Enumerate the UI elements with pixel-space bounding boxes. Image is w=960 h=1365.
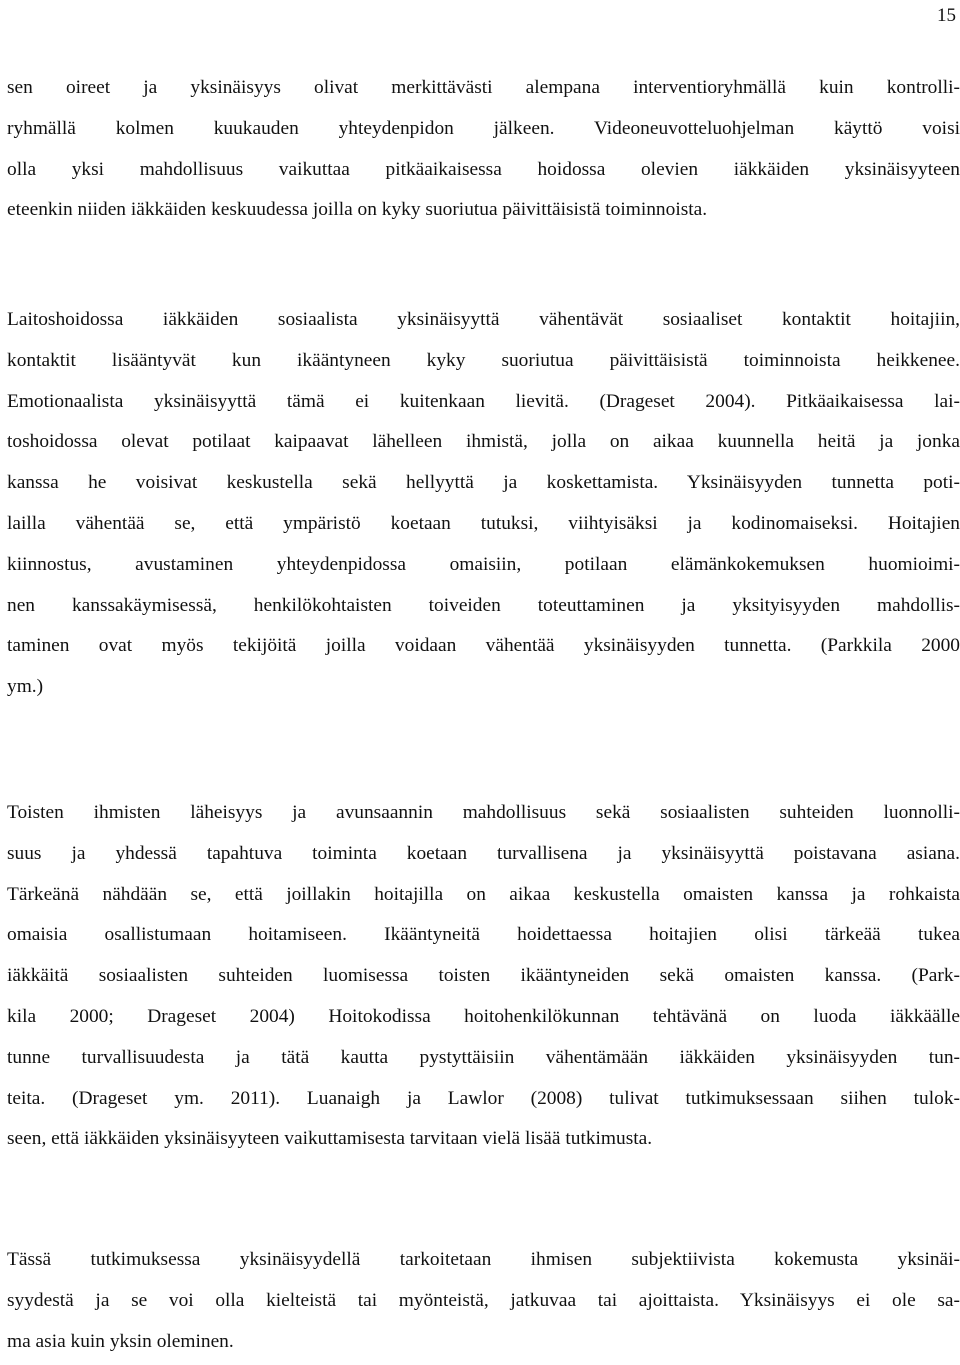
text-line: kanssa he voisivat keskustella sekä hellyyttä ja koskettamista. Yksinäisyyden tunnetta poti- xyxy=(7,472,960,494)
text-line: toshoidossa olevat potilaat kaipaavat lähelleen ihmistä, jolla on aikaa kuunnella heitä ja jonka xyxy=(7,431,960,453)
text-line: seen, että iäkkäiden yksinäisyyteen vaikuttamisesta tarvitaan vielä lisää tutkimusta. xyxy=(7,1128,653,1150)
paragraph-3 xyxy=(7,793,960,1160)
paragraph-2 xyxy=(7,300,960,708)
text-line: syydestä ja se voi olla kielteistä tai myönteistä, jatkuvaa tai ajoittaista. Yksinäisyys ei ole sa- xyxy=(7,1289,960,1311)
text-line: sen oireet ja yksinäisyys olivat merkittävästi alempana interventioryhmällä kuin kontrolli- xyxy=(7,77,960,98)
text-line: Laitoshoidossa iäkkäiden sosiaalista yksinäisyyttä vähentävät sosiaaliset kontaktit hoitajiin, xyxy=(7,309,960,330)
paragraph-4 xyxy=(7,1240,960,1362)
text-line: suus ja yhdessä tapahtuva toiminta koetaan turvallisena ja yksinäisyyttä poistavana asiana. xyxy=(7,842,960,864)
text-line: lailla vähentää se, että ympäristö koetaan tutuksi, viihtyisäksi ja kodinomaiseksi. Hoitajien xyxy=(7,512,960,534)
text-line: tunne turvallisuudesta ja tätä kautta pystyttäisiin vähentämään iäkkäiden yksinäisyyden tun- xyxy=(7,1046,960,1068)
text-line: kontaktit lisääntyvät kun ikääntyneen kyky suoriutua päivittäisistä toiminnoista heikkenee. xyxy=(7,349,960,371)
text-line: nen kanssakäymisessä, henkilökohtaisten toiveiden toteuttaminen ja yksityisyyden mahdollis- xyxy=(7,594,960,616)
text-line: Tässä tutkimuksessa yksinäisyydellä tarkoitetaan ihmisen subjektiivista kokemusta yksinäi- xyxy=(7,1249,960,1270)
text-line: kila 2000; Drageset 2004) Hoitokodissa hoitohenkilökunnan tehtävänä on luoda iäkkäälle xyxy=(7,1005,960,1027)
text-line: taminen ovat myös tekijöitä joilla voidaan vähentää yksinäisyyden tunnetta. (Parkkila 2000 xyxy=(7,635,960,657)
text-line: iäkkäitä sosiaalisten suhteiden luomisessa toisten ikääntyneiden sekä omaisten kanssa. (Park- xyxy=(7,965,960,987)
text-line: ma asia kuin yksin oleminen. xyxy=(7,1330,234,1352)
text-line: ryhmällä kolmen kuukauden yhteydenpidon jälkeen. Videoneuvotteluohjelman käyttö voisi xyxy=(7,117,960,139)
text-line: kiinnostus, avustaminen yhteydenpidossa omaisiin, potilaan elämänkokemuksen huomioimi- xyxy=(7,553,960,575)
text-line: Tärkeänä nähdään se, että joillakin hoitajilla on aikaa keskustella omaisten kanssa ja rohkaista xyxy=(7,883,960,905)
text-line: olla yksi mahdollisuus vaikuttaa pitkäaikaisessa hoidossa olevien iäkkäiden yksinäisyyteen xyxy=(7,158,960,180)
text-line: Emotionaalista yksinäisyyttä tämä ei kuitenkaan lievitä. (Drageset 2004). Pitkäaikaisessa lai- xyxy=(7,390,960,412)
text-line: eteenkin niiden iäkkäiden keskuudessa joilla on kyky suoriutua päivittäisistä toiminnoista. xyxy=(7,199,708,221)
text-line: ym.) xyxy=(7,676,44,698)
page-number: 15 xyxy=(937,5,956,26)
text-line: Toisten ihmisten läheisyys ja avunsaannin mahdollisuus sekä sosiaalisten suhteiden luonnolli- xyxy=(7,802,960,823)
paragraph-1 xyxy=(7,68,960,231)
text-line: teita. (Drageset ym. 2011). Luanaigh ja Lawlor (2008) tulivat tutkimuksessaan siihen tulok- xyxy=(7,1087,960,1109)
text-line: omaisia osallistumaan hoitamiseen. Ikääntyneitä hoidettaessa hoitajien olisi tärkeää tukea xyxy=(7,924,960,946)
